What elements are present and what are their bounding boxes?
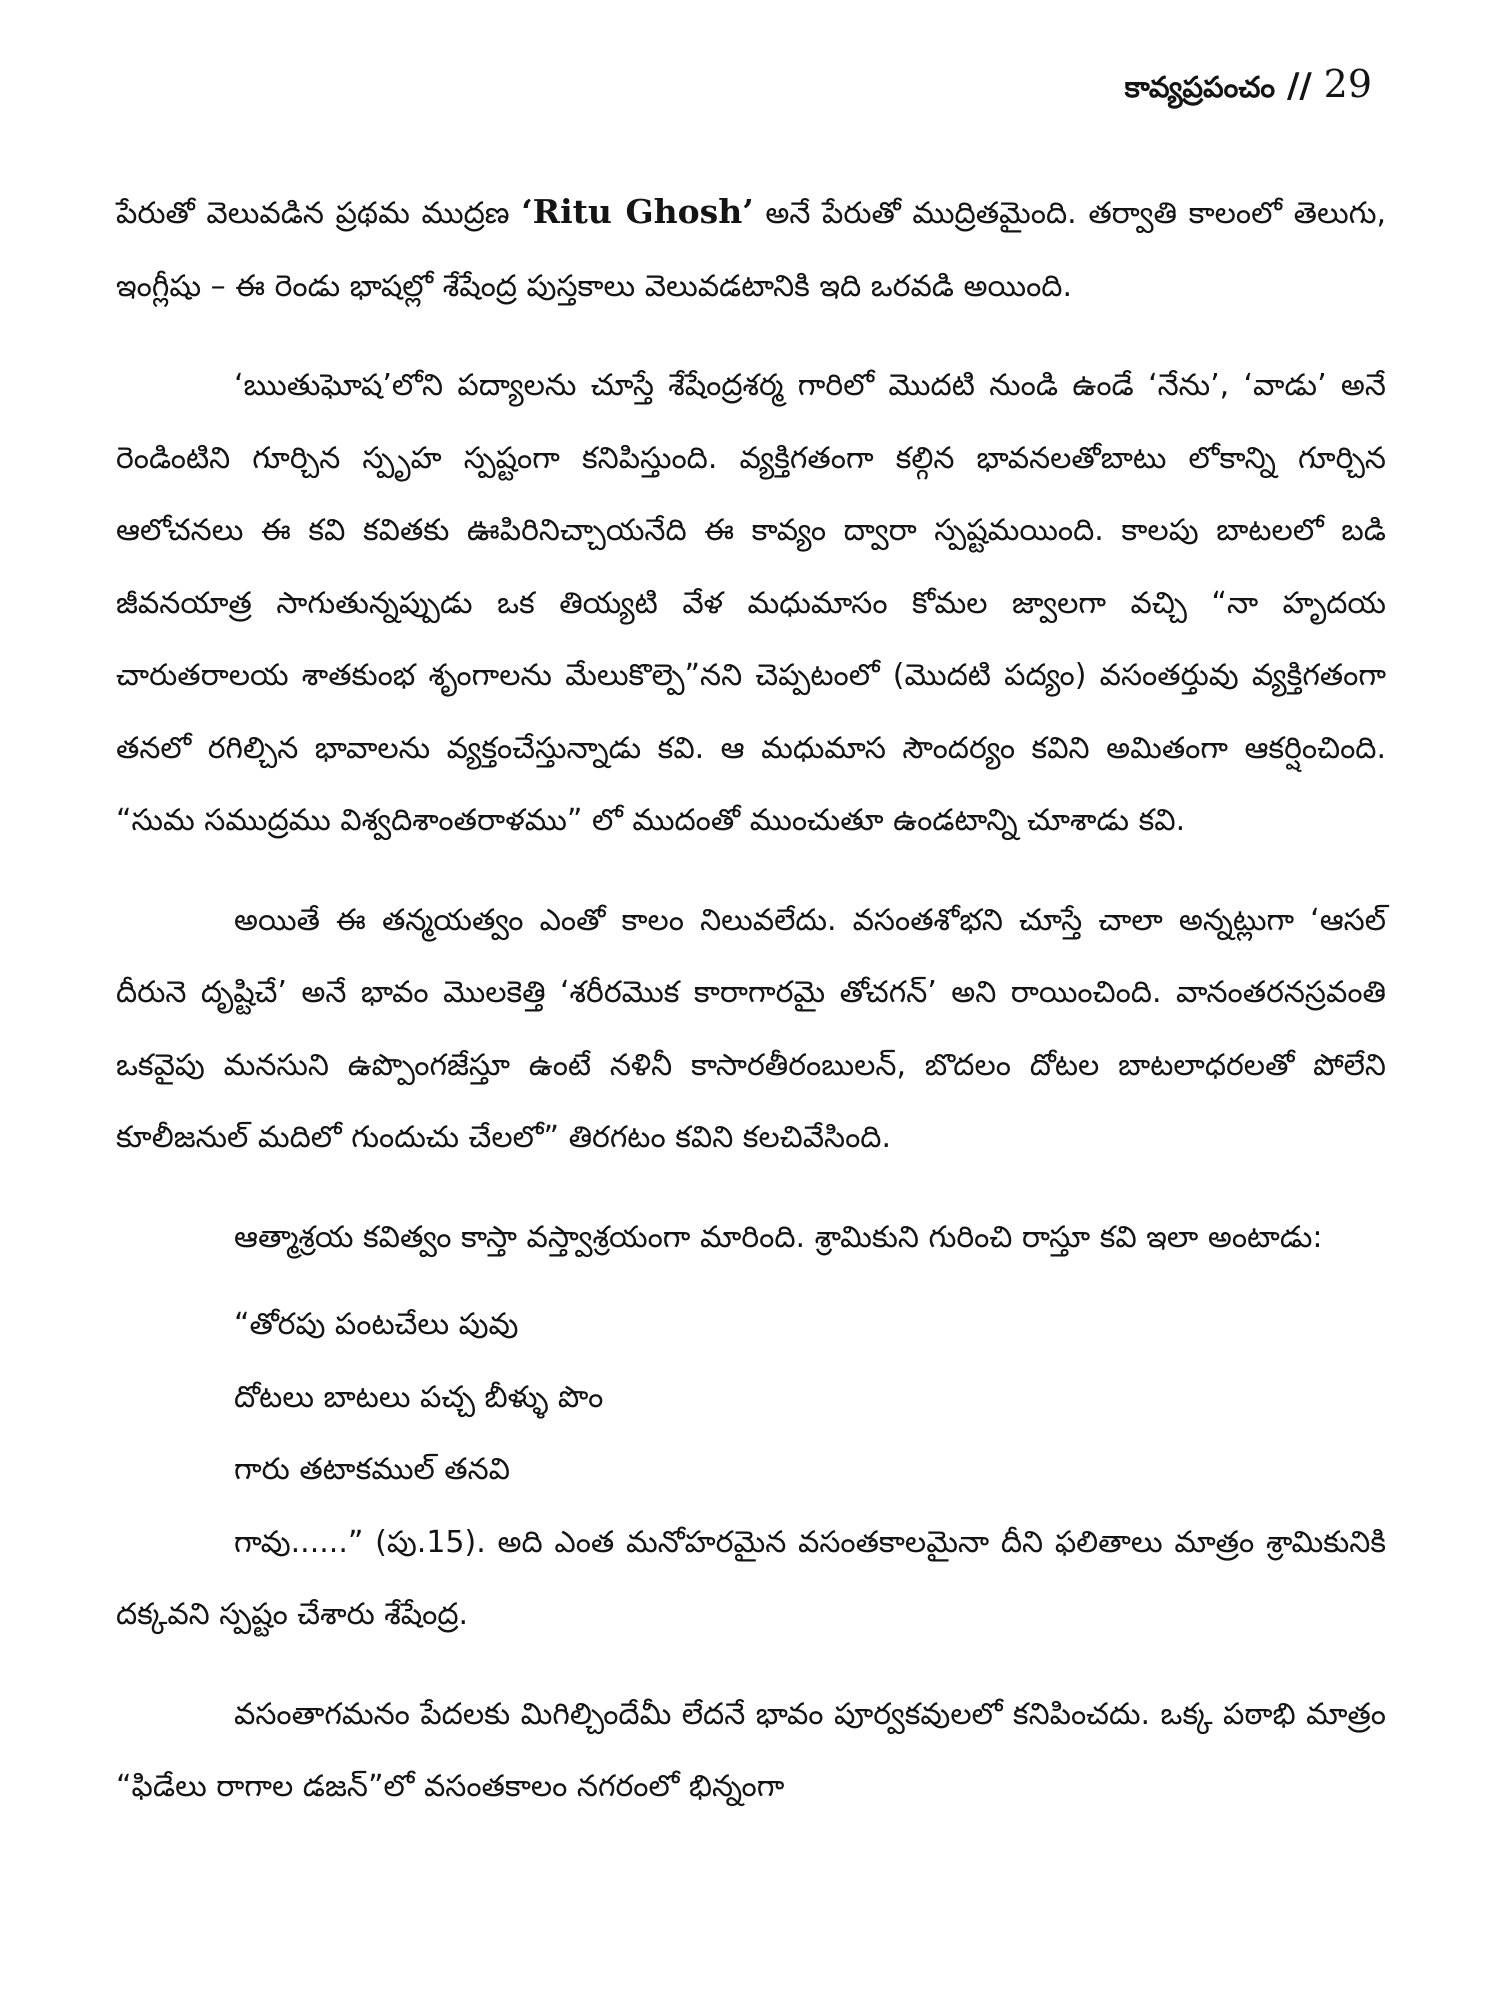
paragraph-1-lead: పేరుతో వెలువడిన ప్రథమ ముద్రణ — [116, 196, 522, 231]
paragraph-5: గావు......” (పు.15). అది ఎంత మనోహరమైన వసంతకాలమైనా దీని ఫలితాలు మాత్రం శ్రామికునికి దక్కవని స్పష్టం చేశారు శేషేంద్ర. — [116, 1524, 1386, 1632]
paragraph-1-rest: అనే పేరుతో ముద్రితమైంది. తర్వాతి కాలంలో తెలుగు, ఇంగ్లీషు – ఈ రెండు భాషల్లో శేషేంద్ర పుస్తకాలు వెలువడటానికి ఇది ఒరవడి అయింది. — [116, 196, 1387, 304]
verse-line: దోటలు బాటలు పచ్చ బీళ్ళు పొం — [234, 1379, 604, 1415]
page-body — [116, 176, 1386, 1851]
paragraph-4: ఆత్మాశ్రయ కవిత్వం కాస్తా వస్త్వాశ్రయంగా మారింది. శ్రామికుని గురించి రాస్తూ కవి ఇలా అంటాడు: — [234, 1219, 1323, 1255]
verse-line: “తోరపు పంటచేలు పువు — [234, 1307, 519, 1342]
book-title: కావ్యప్రపంచం — [1124, 70, 1276, 104]
quoted-verse — [116, 1289, 1386, 1507]
english-book-title: ‘Ritu Ghosh’ — [521, 192, 754, 231]
paragraph-2: ‘ఋతుఘోష’లోని పద్యాలను చూస్తే శేషేంద్రశర్మ గారిలో మొదటి నుండి ఉండే ‘నేను’, ‘వాడు’ అనే రెండింటిని గూర్చిన స్పృహ స్పష్టంగా కనిపిస్తుంది. వ్యక్తిగతంగా కల్గిన భావనలతోబాటు లోకాన్ని గూర్చిన ఆలోచనలు ఈ కవి కవితకు ఊపిరినిచ్చాయనేది ఈ కావ్యం ద్వారా స్పష్టమయింది. కాలపు బాటలలో బడి జీవనయాత్ర సాగుతున్నప్పుడు ఒక తియ్యటి వేళ మధుమాసం కోమల జ్వాలగా వచ్చి “నా హృదయ చారుతరాలయ శాతకుంభ శృంగాలను మేలుకొల్పె”నని చెప్పటంలో (మొదటి పద్యం) వసంతర్తువు వ్యక్తిగతంగా తనలో రగిల్చిన భావాలను వ్యక్తంచేస్తున్నాడు కవి. ఆ మధుమాస సౌందర్యం కవిని అమితంగా ఆకర్షించింది. “సుమ సముద్రము విశ్వదిశాంతరాళము” లో ముదంతో ముంచుతూ ఉండటాన్ని చూశాడు కవి. — [116, 368, 1386, 838]
verse-line: గారు తటాకముల్ తనవి — [234, 1452, 510, 1487]
page-number: 29 — [1323, 62, 1372, 106]
running-header — [1125, 62, 1372, 112]
paragraph-6: వసంతాగమనం పేదలకు మిగిల్చిందేమీ లేదనే భావం పూర్వకవులలో కనిపించదు. ఒక్క పఠాభి మాత్రం “ఫిడేలు రాగాల డజన్”లో వసంతకాలం నగరంలో భిన్నంగా — [116, 1696, 1386, 1804]
header-separator: // — [1286, 66, 1312, 106]
paragraph-1 — [116, 176, 1386, 323]
paragraph-3: అయితే ఈ తన్మయత్వం ఎంతో కాలం నిలువలేదు. వసంతశోభని చూస్తే చాలా అన్నట్లుగా ‘ఆసల్ దీరునె దృష్టిచే’ అనే భావం మొలకెత్తి ‘శరీరమొక కారాగారమై తోచగన్’ అని రాయించింది. వానంతరనస్రవంతి ఒకవైపు మనసుని ఉప్పొంగజేస్తూ ఉంటే నళినీ కాసారతీరంబులన్, బొదలం దోటల బాటలాధరలతో పోలేని కూలీజనుల్ మదిలో గుందుచు చేలలో” తిరగటం కవిని కలచివేసింది. — [116, 902, 1386, 1155]
